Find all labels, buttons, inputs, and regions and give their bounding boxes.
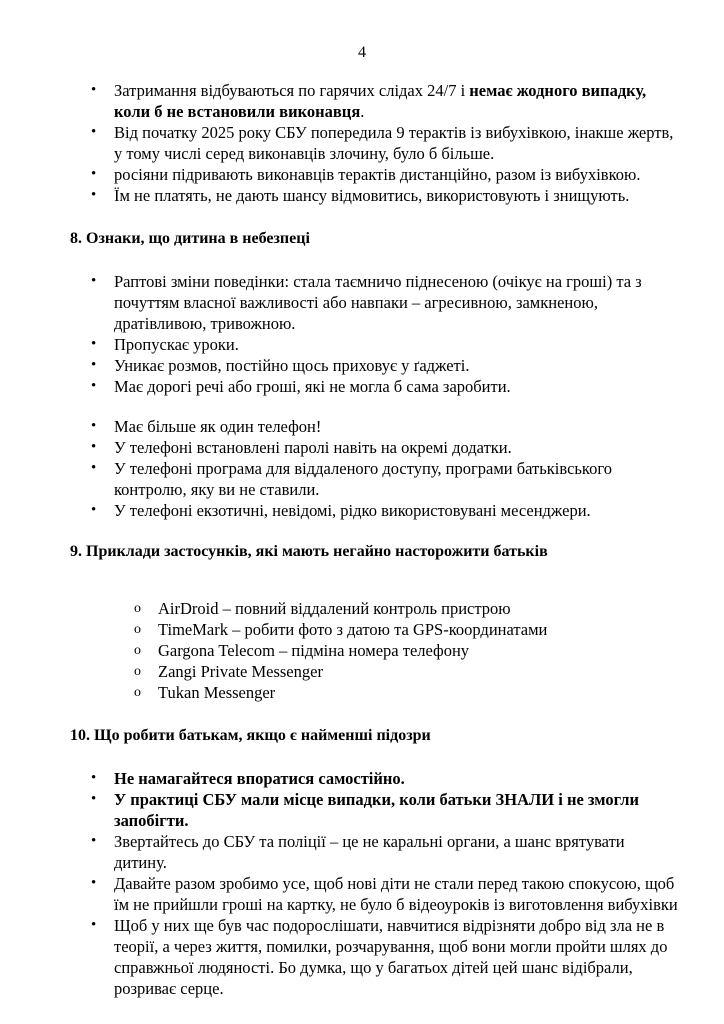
bullet-icon: • <box>91 502 97 518</box>
list-item: • Має більше як один телефон! <box>91 417 322 436</box>
bullet-icon: • <box>91 124 97 140</box>
bullet-icon: • <box>91 833 97 849</box>
bullet-icon: • <box>91 791 97 807</box>
list-item: • росіяни підривають виконавців терактів дистанційно, разом із вибухівкою. <box>91 165 641 184</box>
list-item: • У телефоні програма для віддаленого доступу, програми батьківського контролю, яку ви не ставили. <box>91 459 612 499</box>
bullet-icon: • <box>91 378 97 394</box>
bullet-icon: • <box>91 336 97 352</box>
bullet-icon: • <box>91 418 97 434</box>
list-item: o AirDroid – повний віддалений контроль пристрою <box>134 599 511 618</box>
list-item: o Gargona Telecom – підміна номера телефону <box>134 641 470 660</box>
circle-bullet-icon: o <box>134 643 141 658</box>
bullet-icon: • <box>91 439 97 455</box>
section-8-list-a <box>70 271 680 397</box>
bullet-icon: • <box>91 875 97 891</box>
section-8-list-b <box>70 416 680 521</box>
list-item: • Уникає розмов, постійно щось приховує у ґаджеті. <box>91 356 470 375</box>
section-8-heading: 8. Ознаки, що дитина в небезпеці <box>70 230 310 247</box>
list-item: • У телефоні встановлені паролі навіть на окремі додатки. <box>91 438 512 457</box>
list-item: • Щоб у них ще був час подорослішати, навчитися відрізняти добро від зла не в теорії, а через життя, помилки, розчарування, щоб вони могли пройти шлях до справжньої людяності. Бо думка, що у багатьох дітей цей шанс відібрали, розриває серце. <box>91 916 668 998</box>
list-item: • У телефоні екзотичні, невідомі, рідко використовувані месенджери. <box>91 501 591 520</box>
list-item: o Zangi Private Messenger <box>134 662 323 681</box>
intro-list <box>70 80 680 206</box>
bullet-icon: • <box>91 770 97 786</box>
section-10-list <box>70 768 680 999</box>
bullet-icon: • <box>91 357 97 373</box>
bullet-icon: • <box>91 273 97 289</box>
circle-bullet-icon: o <box>134 685 141 700</box>
page-content <box>70 80 680 999</box>
list-item: • Має дорогі речі або гроші, які не могла б сама заробити. <box>91 377 511 396</box>
bullet-icon: • <box>91 82 97 98</box>
bullet-icon: • <box>91 166 97 182</box>
section-10-heading: 10. Що робити батькам, якщо є найменші підозри <box>70 727 431 744</box>
list-item: • Затримання відбуваються по гарячих слідах 24/7 і немає жодного випадку, коли б не встановили виконавця. <box>91 81 647 121</box>
list-item: • Раптові зміни поведінки: стала таємничо піднесеною (очікує на гроші) та з почуттям власної важливості або навпаки – агресивною, замкненою, дратівливою, тривожною. <box>91 272 642 333</box>
page-number: 4 <box>358 44 366 61</box>
bullet-icon: • <box>91 460 97 476</box>
circle-bullet-icon: o <box>134 622 141 637</box>
list-item: • Від початку 2025 року СБУ попередила 9 терактів із вибухівкою, інакше жертв, у тому числі серед виконавців злочину, було б більше. <box>91 123 674 163</box>
circle-bullet-icon: o <box>134 601 141 616</box>
list-item: • Не намагайтеся впоратися самостійно. <box>91 769 405 788</box>
list-item: • У практиці СБУ мали місце випадки, коли батьки ЗНАЛИ і не змогли запобігти. <box>91 790 639 830</box>
bullet-icon: • <box>91 917 97 933</box>
list-item: o Tukan Messenger <box>134 683 276 702</box>
circle-bullet-icon: o <box>134 664 141 679</box>
list-item: • Їм не платять, не дають шансу відмовитись, використовують і знищують. <box>91 186 630 205</box>
list-item: o TimeMark – робити фото з датою та GPS-координатами <box>134 620 548 639</box>
list-item: • Пропускає уроки. <box>91 335 239 354</box>
list-item: • Давайте разом зробимо усе, щоб нові діти не стали перед такою спокусою, щоб їм не прийшли гроші на картку, не було б відеоуроків із виготовлення вибухівки <box>91 874 678 914</box>
list-item: • Звертайтесь до СБУ та поліції – це не каральні органи, а шанс врятувати дитину. <box>91 832 625 872</box>
bullet-icon: • <box>91 187 97 203</box>
section-9-app-list <box>70 598 680 703</box>
section-9-heading: 9. Приклади застосунків, які мають негайно насторожити батьків <box>70 543 548 560</box>
